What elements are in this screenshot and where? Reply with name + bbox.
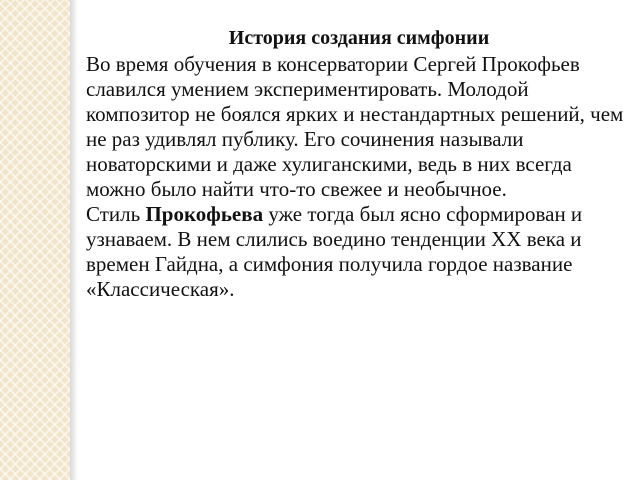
decorative-side-pattern	[0, 0, 70, 480]
paragraph-2-start: Стиль	[86, 202, 146, 226]
paragraph-2-rest: уже тогда был ясно сформирован и узнаваем. В нем слились воедино тенденции XX века и времен Гайдна, а симфония получила гордое название «Классическая».	[86, 202, 583, 301]
paragraph-1: Во время обучения в консерватории Сергей Прокофьев славился умением экспериментировать. Молодой композитор не боялся ярких и нестандартных решений, чем не раз удивлял публику. Его сочинения называли новаторскими и даже хулиганскими, ведь в них всегда можно было найти что-то свежее и необычное.	[86, 52, 624, 201]
slide-title: История создания симфонии	[228, 27, 490, 49]
paragraph-2	[86, 202, 632, 302]
bold-name: Прокофьева	[145, 202, 264, 226]
text-content	[86, 26, 632, 302]
side-shadow	[70, 0, 78, 480]
